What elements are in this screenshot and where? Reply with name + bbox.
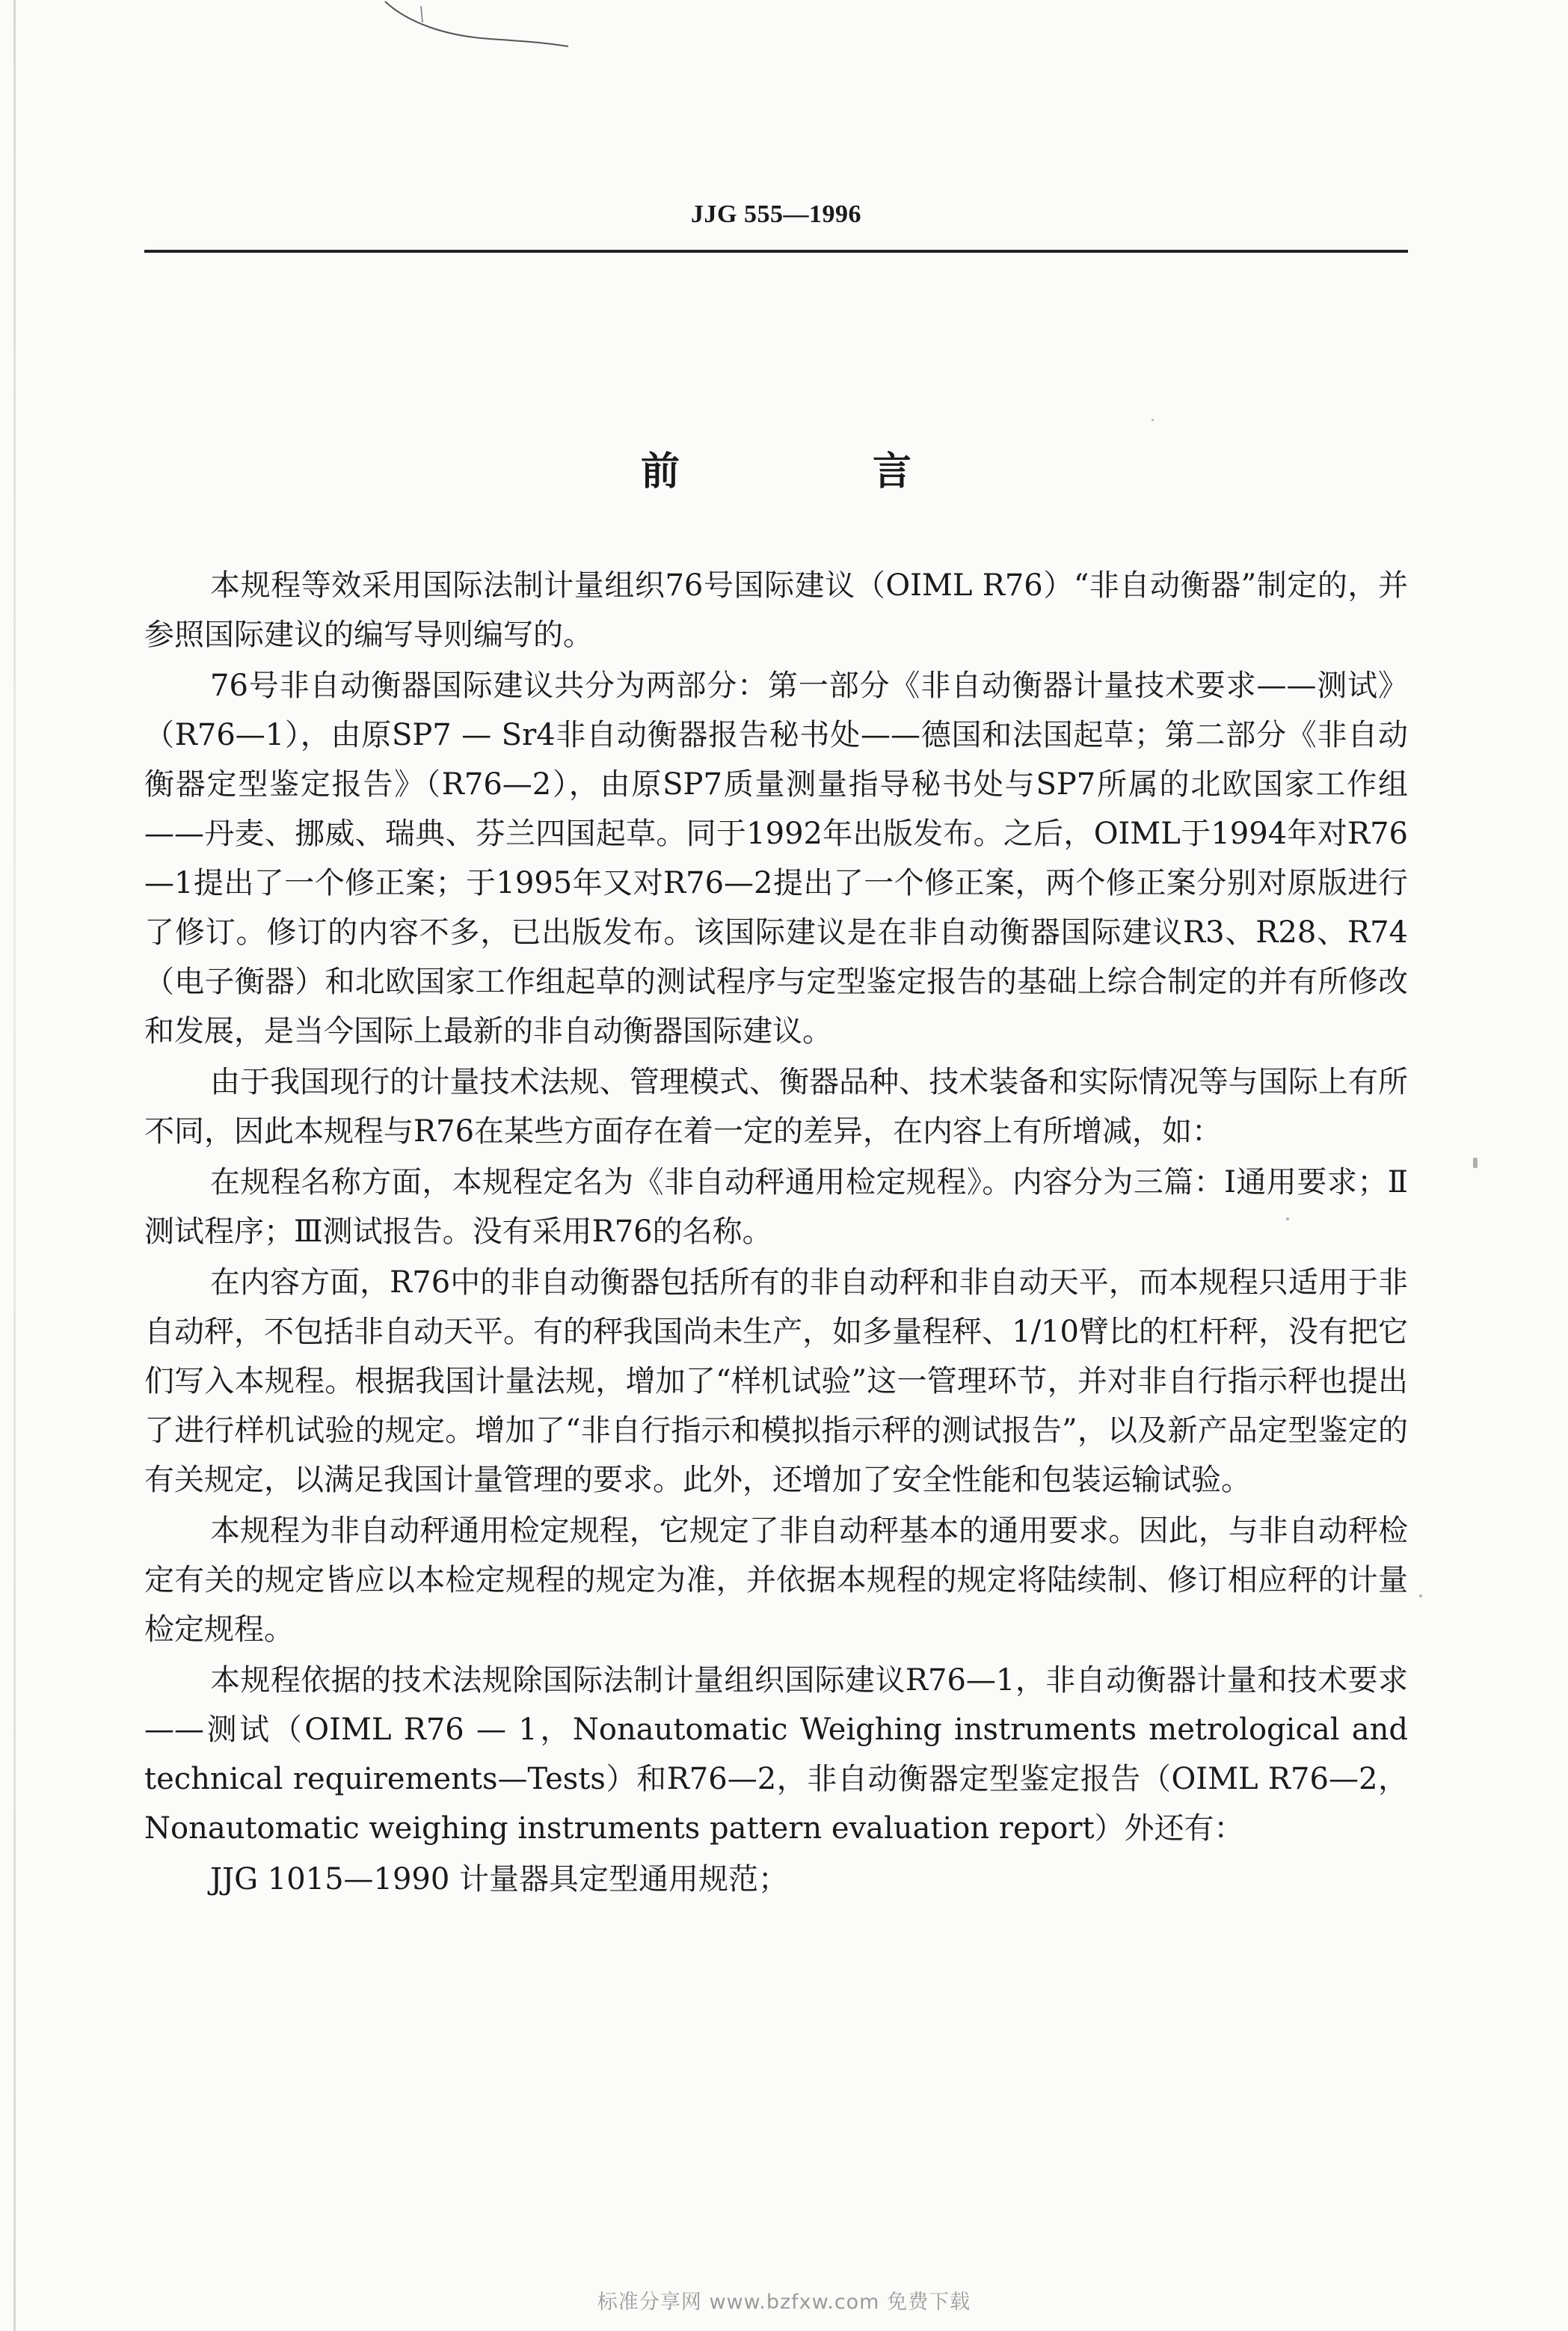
scan-left-edge: [13, 0, 16, 2331]
standard-code: JJG 555—1996: [691, 200, 861, 228]
paragraph: JJG 1015—1990 计量器具定型通用规范；: [210, 1862, 789, 1897]
paragraph: 本规程等效采用国际法制计量组织76号国际建议（OIML R76）“非自动衡器”制定的，并参照国际建议的编写导则编写的。: [144, 568, 1408, 652]
scan-artifact-line: [378, 0, 572, 60]
scan-speck: [1286, 1217, 1289, 1220]
paragraph: 本规程依据的技术法规除国际法制计量组织国际建议R76—1，非自动衡器计量和技术要求——测试（OIML R76 — 1，Nonautomatic Weighing instruments metrological and technical requirements—Tests）和R76—2，非自动衡器定型鉴定报告（OIML R76—2，Nonautomatic weighing instruments pattern evaluation report）外还有：: [144, 1663, 1408, 1846]
paragraph: 在内容方面，R76中的非自动衡器包括所有的非自动秤和非自动天平，而本规程只适用于非自动秤，不包括非自动天平。有的秤我国尚未生产，如多量程秤、1/10臂比的杠杆秤，没有把它们写入本规程。根据我国计量法规，增加了“样机试验”这一管理环节，并对非自行指示秤也提出了进行样机试验的规定。增加了“非自行指示和模拟指示秤的测试报告”，以及新产品定型鉴定的有关规定，以满足我国计量管理的要求。此外，还增加了安全性能和包装运输试验。: [144, 1265, 1408, 1497]
page-title: 前 言: [640, 449, 1002, 494]
paragraph: 在规程名称方面，本规程定名为《非自动秤通用检定规程》。内容分为三篇：Ⅰ通用要求；Ⅱ测试程序；Ⅲ测试报告。没有采用R76的名称。: [144, 1165, 1408, 1249]
paragraph: 本规程为非自动秤通用检定规程，它规定了非自动秤基本的通用要求。因此，与非自动秤检定有关的规定皆应以本检定规程的规定为准，并依据本规程的规定将陆续制、修订相应秤的计量检定规程。: [144, 1514, 1408, 1647]
scan-speck: [1419, 1594, 1422, 1597]
header-rule: [144, 250, 1408, 253]
paragraph: 76号非自动衡器国际建议共分为两部分：第一部分《非自动衡器计量技术要求——测试》（R76—1），由原SP7 — Sr4非自动衡器报告秘书处——德国和法国起草；第二部分《非自动衡器定型鉴定报告》（R76—2），由原SP7质量测量指导秘书处与SP7所属的北欧国家工作组——丹麦、挪威、瑞典、芬兰四国起草。同于1992年出版发布。之后，OIML于1994年对R76—1提出了一个修正案；于1995年又对R76—2提出了一个修正案，两个修正案分别对原版进行了修订。修订的内容不多，已出版发布。该国际建议是在非自动衡器国际建议R3、R28、R74（电子衡器）和北欧国家工作组起草的测试程序与定型鉴定报告的基础上综合制定的并有所修改和发展，是当今国际上最新的非自动衡器国际建议。: [144, 669, 1408, 1048]
preface-body: [144, 561, 1408, 1905]
scan-speck: [1473, 1158, 1478, 1168]
paragraph: 由于我国现行的计量技术法规、管理模式、衡器品种、技术装备和实际情况等与国际上有所不同，因此本规程与R76在某些方面存在着一定的差异，在内容上有所增减，如：: [144, 1065, 1408, 1149]
watermark-footer: 标准分享网 www.bzfxw.com 免费下载: [597, 2291, 971, 2314]
scan-speck: [1152, 419, 1154, 421]
